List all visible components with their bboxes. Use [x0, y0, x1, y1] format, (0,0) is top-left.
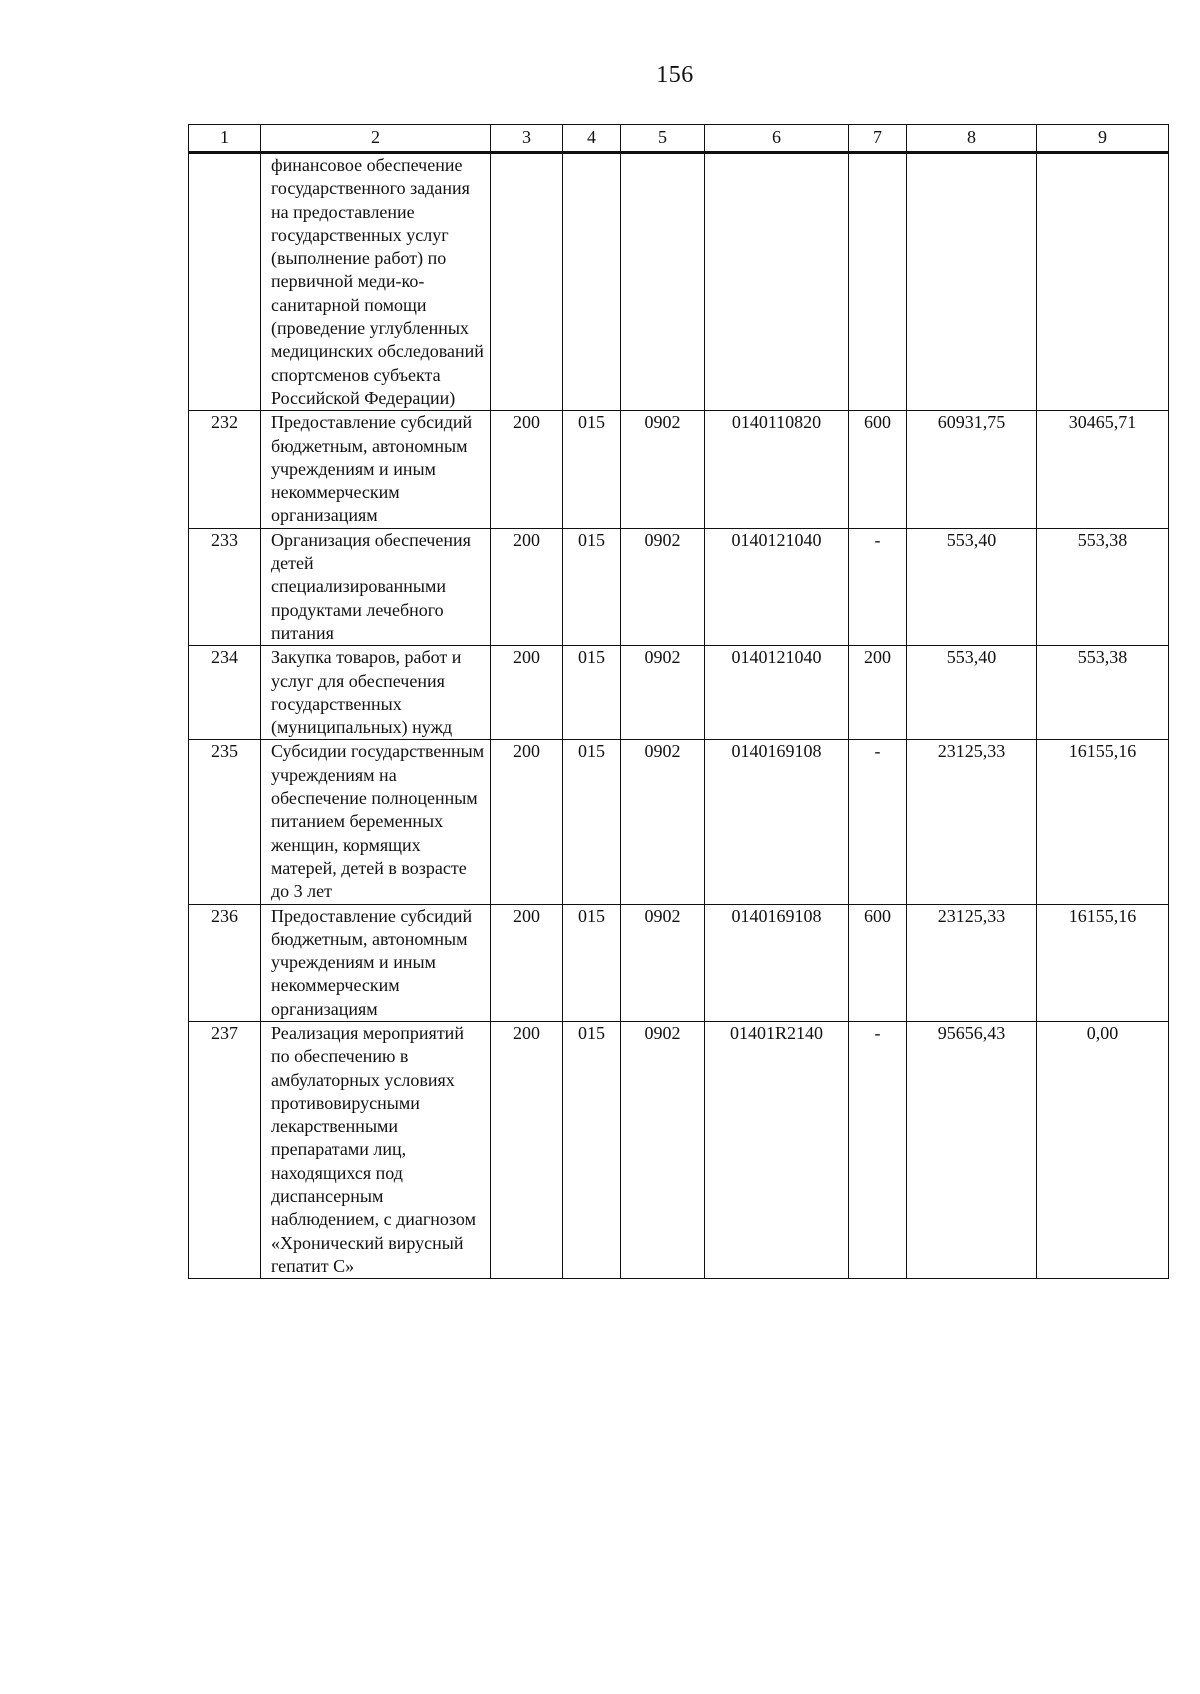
description-cell: Субсидии государственным учреждениям на обеспечение полноценным питанием беременных женщин, кормящих матерей, детей в возрасте до 3 лет	[261, 740, 491, 904]
code-cell: 015	[563, 528, 621, 645]
description-cell: Предоставление субсидий бюджетным, автономным учреждениям и иным некоммерческим организациям	[261, 411, 491, 528]
row-number-cell: 236	[189, 904, 261, 1021]
code-cell: 0140169108	[705, 740, 849, 904]
amount-cell: 553,40	[907, 528, 1037, 645]
code-cell: 015	[563, 411, 621, 528]
code-cell: 200	[491, 528, 563, 645]
code-cell: 200	[491, 1021, 563, 1278]
table-row	[189, 411, 1169, 528]
amount-cell	[1037, 153, 1169, 411]
amount-cell: 16155,16	[1037, 740, 1169, 904]
table-row	[189, 153, 1169, 411]
amount-cell: 0,00	[1037, 1021, 1169, 1278]
table-row	[189, 904, 1169, 1021]
code-cell: 200	[849, 646, 907, 740]
description-cell: Закупка товаров, работ и услуг для обеспечения государственных (муниципальных) нужд	[261, 646, 491, 740]
amount-cell: 553,38	[1037, 646, 1169, 740]
table-row	[189, 528, 1169, 645]
column-header: 9	[1037, 125, 1169, 153]
amount-cell: 23125,33	[907, 740, 1037, 904]
page-number: 156	[656, 62, 694, 88]
code-cell: 015	[563, 1021, 621, 1278]
code-cell: 200	[491, 904, 563, 1021]
column-header: 3	[491, 125, 563, 153]
amount-cell: 16155,16	[1037, 904, 1169, 1021]
code-cell: 200	[491, 646, 563, 740]
code-cell: 0140121040	[705, 646, 849, 740]
table-row	[189, 740, 1169, 904]
code-cell	[621, 153, 705, 411]
code-cell: 600	[849, 904, 907, 1021]
amount-cell: 553,38	[1037, 528, 1169, 645]
code-cell: -	[849, 1021, 907, 1278]
code-cell: 0902	[621, 411, 705, 528]
row-number-cell: 237	[189, 1021, 261, 1278]
code-cell: -	[849, 528, 907, 645]
amount-cell	[907, 153, 1037, 411]
budget-table	[188, 124, 1169, 1279]
row-number-cell	[189, 153, 261, 411]
column-header: 8	[907, 125, 1037, 153]
column-header: 4	[563, 125, 621, 153]
code-cell: 0902	[621, 904, 705, 1021]
code-cell: 0902	[621, 1021, 705, 1278]
code-cell: 0902	[621, 646, 705, 740]
code-cell	[705, 153, 849, 411]
code-cell: 200	[491, 411, 563, 528]
code-cell	[491, 153, 563, 411]
code-cell: 0140169108	[705, 904, 849, 1021]
description-cell: Организация обеспечения детей специализированными продуктами лечебного питания	[261, 528, 491, 645]
code-cell: 0140110820	[705, 411, 849, 528]
amount-cell: 95656,43	[907, 1021, 1037, 1278]
code-cell: 0140121040	[705, 528, 849, 645]
description-cell: Предоставление субсидий бюджетным, автономным учреждениям и иным некоммерческим организациям	[261, 904, 491, 1021]
description-cell: Реализация мероприятий по обеспечению в амбулаторных условиях противовирусными лекарственными препаратами лиц, находящихся под диспансерным наблюдением, с диагнозом «Хронический вирусный гепатит С»	[261, 1021, 491, 1278]
table-row	[189, 646, 1169, 740]
code-cell: 0902	[621, 528, 705, 645]
row-number-cell: 235	[189, 740, 261, 904]
code-cell	[849, 153, 907, 411]
code-cell: 600	[849, 411, 907, 528]
row-number-cell: 233	[189, 528, 261, 645]
amount-cell: 23125,33	[907, 904, 1037, 1021]
column-header: 2	[261, 125, 491, 153]
column-header: 7	[849, 125, 907, 153]
code-cell: 015	[563, 904, 621, 1021]
header-row	[189, 125, 1169, 153]
amount-cell: 60931,75	[907, 411, 1037, 528]
column-header: 1	[189, 125, 261, 153]
column-header: 5	[621, 125, 705, 153]
amount-cell: 553,40	[907, 646, 1037, 740]
table-row	[189, 1021, 1169, 1278]
code-cell: 200	[491, 740, 563, 904]
code-cell	[563, 153, 621, 411]
code-cell: 01401R2140	[705, 1021, 849, 1278]
code-cell: 0902	[621, 740, 705, 904]
row-number-cell: 232	[189, 411, 261, 528]
code-cell: 015	[563, 740, 621, 904]
amount-cell: 30465,71	[1037, 411, 1169, 528]
column-header: 6	[705, 125, 849, 153]
code-cell: 015	[563, 646, 621, 740]
row-number-cell: 234	[189, 646, 261, 740]
code-cell: -	[849, 740, 907, 904]
description-cell: финансовое обеспечение государственного задания на предоставление государственных услуг (выполнение работ) по первичной меди-ко-санитарной помощи (проведение углубленных медицинских обследований спортсменов субъекта Российской Федерации)	[261, 153, 491, 411]
